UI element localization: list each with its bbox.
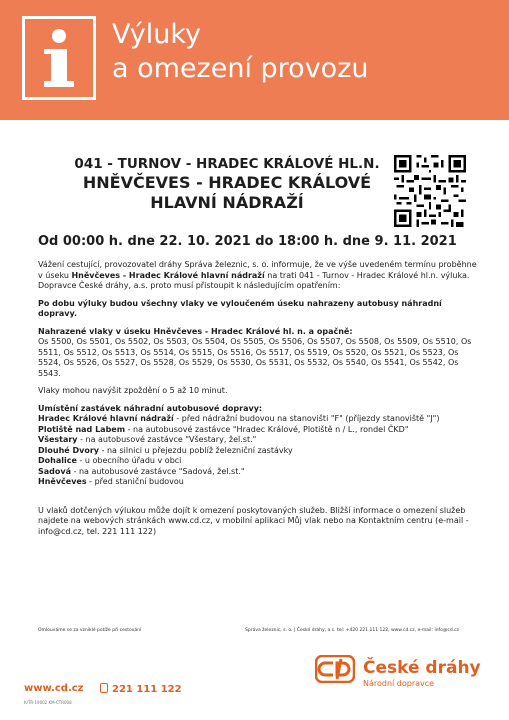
brand-subtitle: Národní dopravce	[363, 679, 435, 688]
route-section-line1: HNĚVČEVES - HRADEC KRÁLOVÉ	[82, 173, 372, 192]
delay-note: Vlaky mohou navýšit zpoždění o 5 až 10 minut.	[38, 386, 228, 395]
banner-title-line2: a omezení provozu	[112, 53, 369, 84]
stops-heading: Umístění zastávek náhradní autobusové dopravy:	[38, 403, 263, 413]
replaced-trains-heading: Nahrazené vlaky v úseku Hněvčeves - Hradec Králové hl. n. a opačně:	[38, 326, 353, 336]
stop-item: Plotiště nad Labem - na autobusové zastávce "Hradec Králové, Plotiště n / L., rondel ČKD"	[38, 424, 409, 434]
phone-icon	[100, 683, 108, 693]
stop-item: Hradec Králové hlavní nádraží - před nádražní budovou na stanovišti "F" (příjezdy stanoviště "J")	[38, 414, 440, 423]
qr-code[interactable]	[394, 155, 466, 227]
route-line: 041 - TURNOV - HRADEC KRÁLOVÉ HL.N.	[74, 156, 380, 172]
replacement-notice: Po dobu výluky budou všechny vlaky ve vyloučeném úseku nahrazeny autobusy náhradní dopravy.	[38, 298, 442, 318]
intro-paragraph: Vážení cestující, provozovatel dráhy Správa železnic, s. o. informuje, že ve výše uvedeném termínu proběhne v úseku Hněvčeves - Hradec Králové hlavní nádraží na trati 041 - Turnov - Hradec Králové hl.n. výluka. Dopravce České dráhy, a.s. proto musí přistoupit k následujícím opatřením:	[38, 260, 477, 290]
stop-item: Dohalice - u obecního úřadu v obci	[38, 456, 182, 465]
document-code: K/TR-19002 KM-CTR008	[24, 700, 72, 705]
banner-title-line1: Výluky	[112, 19, 201, 50]
stop-item: Všestary - na autobusové zastávce "Všestary, žel.st."	[38, 435, 257, 444]
footer-apology: Omlouváme se za vzniklé potíže při cestování	[38, 628, 142, 633]
stops-section	[38, 404, 478, 488]
replaced-trains-list: Os 5500, Os 5501, Os 5502, Os 5503, Os 5504, Os 5505, Os 5506, Os 5507, Os 5508, Os 5509, Os 5510, Os 5511, Os 5512, Os 5513, Os 5514, Os 5515, Os 5516, Os 5517, Os 5519, Os 5520, Os 5521, Os 5523, Os 5524, Os 5526, Os 5527, Os 5528, Os 5529, Os 5530, Os 5531, Os 5532, Os 5540, Os 5541, Os 5542, Os 5543.	[38, 337, 472, 378]
route-section-line2: HLAVNÍ NÁDRAŽÍ	[150, 193, 304, 212]
website-link[interactable]: www.cd.cz	[24, 683, 84, 694]
banner-title	[112, 18, 369, 86]
stop-item: Sadová - na autobusové zastávce "Sadová, žel.st."	[38, 466, 245, 476]
notice-body	[38, 260, 478, 544]
stop-item: Hněvčeves - před staniční budovou	[38, 477, 184, 486]
footer-operator: Správa železnic, s. o. | České dráhy, a.s. tel: +420 221 111 122, www.cd.cz, e-mail: info@cd.cz	[245, 628, 459, 633]
stop-item: Dlouhé Dvory - na silnici u přejezdu poblíž železniční zastávky	[38, 445, 293, 455]
header-banner	[0, 0, 509, 120]
route-heading	[62, 155, 392, 213]
validity-period: Od 00:00 h. dne 22. 10. 2021 do 18:00 h. dne 9. 11. 2021	[38, 234, 457, 249]
closing-paragraph: U vlaků dotčených výlukou může dojít k omezení poskytovaných služeb. Bližší informace o omezení služeb najdete na webových stránkách www.cd.cz, v mobilní aplikaci Můj vlak nebo na Kontaktním centru (e-mail - info@cd.cz, tel. 221 111 122)	[38, 505, 469, 536]
replaced-trains	[38, 327, 478, 380]
brand-name: České dráhy	[363, 658, 481, 678]
phone-link[interactable]: 221 111 122	[100, 683, 182, 695]
cd-logo-icon	[315, 655, 355, 683]
info-icon	[22, 16, 96, 100]
